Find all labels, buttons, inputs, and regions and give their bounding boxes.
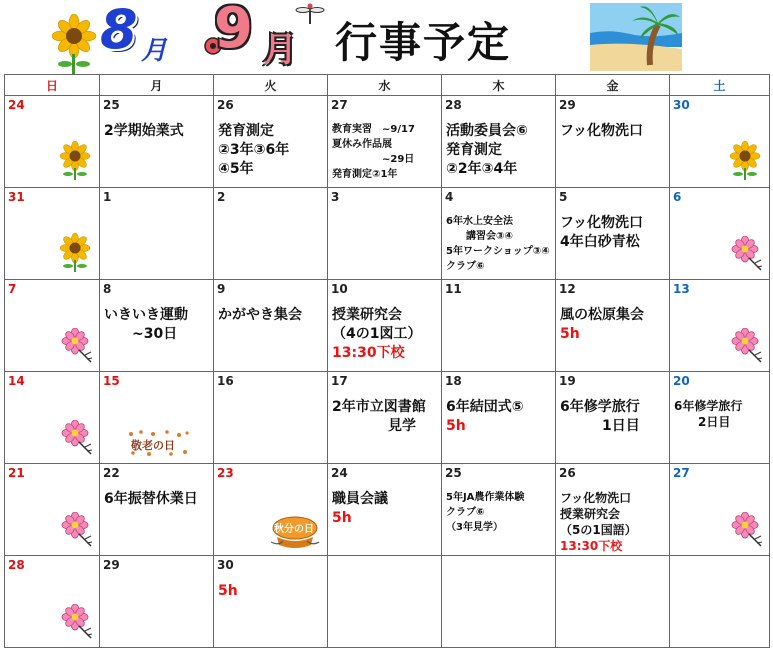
calendar-grid <box>4 74 770 648</box>
cosmos-flower-icon <box>61 512 95 552</box>
calendar-day-cell[interactable] <box>5 188 100 280</box>
day-number: 20 <box>673 374 690 388</box>
day-number: 29 <box>103 558 120 572</box>
event-line: 授業研究会 <box>560 507 621 521</box>
day-events <box>332 306 439 363</box>
equinox-day-icon <box>269 515 321 551</box>
weekday-sunday: 日 <box>5 75 100 96</box>
page-title: 行事予定 <box>335 18 512 67</box>
day-number: 24 <box>8 98 25 112</box>
calendar-day-cell[interactable] <box>670 280 770 372</box>
sunflower-icon <box>725 140 765 184</box>
day-number: 27 <box>331 98 348 112</box>
month-unit: 月 <box>263 30 297 70</box>
calendar-day-cell[interactable] <box>556 188 670 280</box>
event-line: フッ化物洗口 <box>560 123 644 139</box>
calendar-day-cell[interactable] <box>5 280 100 372</box>
event-line: 5h <box>218 583 238 599</box>
day-number: 31 <box>8 190 25 204</box>
day-number: 21 <box>8 466 25 480</box>
day-events <box>560 398 667 436</box>
calendar-day-cell[interactable] <box>214 96 328 188</box>
day-number: 7 <box>8 282 17 296</box>
event-line: 発育測定 <box>446 142 502 158</box>
calendar-header <box>0 0 773 74</box>
calendar-day-cell[interactable] <box>5 372 100 464</box>
event-line: 発育測定②1年 <box>332 169 398 180</box>
calendar-day-cell[interactable] <box>214 372 328 464</box>
calendar-week-row <box>5 556 770 648</box>
day-events <box>218 122 325 179</box>
holiday-label: 秋分の日 <box>274 524 314 535</box>
day-number: 4 <box>445 190 454 204</box>
cosmos-flower-icon <box>61 420 95 460</box>
calendar-day-cell[interactable] <box>214 280 328 372</box>
month-number: 9 <box>214 0 253 61</box>
event-line: いきいき運動 <box>104 307 188 323</box>
event-line: 教育実習 ~9/17 <box>332 124 415 135</box>
calendar-day-cell[interactable] <box>442 280 556 372</box>
event-line: 13:30下校 <box>332 345 405 361</box>
event-line: 2学期始業式 <box>104 123 184 139</box>
calendar-day-cell[interactable] <box>670 188 770 280</box>
calendar-day-cell[interactable] <box>328 280 442 372</box>
day-number: 5 <box>559 190 568 204</box>
calendar-day-cell[interactable] <box>5 464 100 556</box>
day-events <box>104 122 211 141</box>
calendar-day-cell[interactable] <box>214 556 328 648</box>
event-line: ~30日 <box>104 326 178 342</box>
day-events <box>560 490 667 554</box>
day-events <box>674 398 767 430</box>
day-number: 24 <box>331 466 348 480</box>
day-number: 26 <box>217 98 234 112</box>
day-number: 3 <box>331 190 340 204</box>
day-events <box>332 490 439 528</box>
calendar-day-cell[interactable] <box>556 556 670 648</box>
calendar-week-row <box>5 280 770 372</box>
calendar-week-row <box>5 372 770 464</box>
calendar-day-cell[interactable] <box>556 464 670 556</box>
day-number: 18 <box>445 374 462 388</box>
day-number: 28 <box>445 98 462 112</box>
event-line: フッ化物洗口 <box>560 491 632 505</box>
day-number: 8 <box>103 282 112 296</box>
calendar-day-cell[interactable] <box>214 188 328 280</box>
event-line: 13:30下校 <box>560 539 623 553</box>
event-line: 活動委員会⑥ <box>446 123 528 139</box>
day-events <box>560 122 667 141</box>
day-events <box>332 122 439 182</box>
event-line: 5年JA農作業体験 <box>446 492 525 503</box>
event-line: ②3年③6年 <box>218 142 290 158</box>
event-line: 4年白砂青松 <box>560 234 640 250</box>
calendar-day-cell[interactable] <box>328 96 442 188</box>
calendar-day-cell[interactable] <box>670 372 770 464</box>
event-line: クラブ⑥ <box>446 261 485 272</box>
day-number: 13 <box>673 282 690 296</box>
calendar-day-cell[interactable] <box>556 96 670 188</box>
day-number: 16 <box>217 374 234 388</box>
day-events <box>446 398 553 436</box>
day-events <box>446 490 553 535</box>
calendar-day-cell[interactable] <box>214 464 328 556</box>
event-line: ~29日 <box>332 154 415 165</box>
weekday-saturday: 土 <box>670 75 770 96</box>
holiday-label: 敬老の日 <box>131 439 175 452</box>
event-line: 職員会議 <box>332 491 388 507</box>
event-line: （4の1図工） <box>332 326 422 342</box>
calendar-day-cell[interactable] <box>442 556 556 648</box>
event-line: 風の松原集会 <box>560 307 644 323</box>
event-line: 2日目 <box>674 415 731 429</box>
day-number: 29 <box>559 98 576 112</box>
calendar-day-cell[interactable] <box>328 464 442 556</box>
calendar-day-cell[interactable] <box>442 372 556 464</box>
event-line: 5年ワークショップ③④ <box>446 246 550 257</box>
event-line: 6年修学旅行 <box>560 399 640 415</box>
day-events <box>218 582 325 601</box>
calendar-day-cell[interactable] <box>5 556 100 648</box>
calendar-day-cell[interactable] <box>100 96 214 188</box>
event-line: ②2年③4年 <box>446 161 518 177</box>
day-number: 2 <box>217 190 226 204</box>
day-number: 26 <box>559 466 576 480</box>
month-prev-unit: 月 <box>141 36 168 66</box>
calendar-week-row <box>5 188 770 280</box>
calendar-day-cell[interactable] <box>328 372 442 464</box>
event-line: 2年市立図書館 <box>332 399 426 415</box>
weekday-monday: 月 <box>100 75 214 96</box>
calendar-day-cell[interactable] <box>100 188 214 280</box>
calendar-day-cell[interactable] <box>100 464 214 556</box>
cosmos-flower-icon <box>731 236 765 276</box>
day-events <box>446 122 553 179</box>
day-number: 6 <box>673 190 682 204</box>
event-line: 5h <box>560 326 580 342</box>
calendar-day-cell[interactable] <box>100 280 214 372</box>
event-line: 見学 <box>332 418 416 434</box>
calendar-day-cell[interactable] <box>100 372 214 464</box>
calendar-week-row <box>5 96 770 188</box>
day-events <box>218 306 325 325</box>
weekday-wednesday: 水 <box>328 75 442 96</box>
event-line: 6年結団式⑤ <box>446 399 524 415</box>
event-line: フッ化物洗口 <box>560 215 644 231</box>
day-number: 27 <box>673 466 690 480</box>
day-number: 10 <box>331 282 348 296</box>
calendar-day-cell[interactable] <box>328 556 442 648</box>
calendar-day-cell[interactable] <box>556 372 670 464</box>
respect-aged-day-icon <box>127 429 191 457</box>
day-number: 1 <box>103 190 112 204</box>
sunflower-icon <box>55 140 95 184</box>
event-line: 6年水上安全法 <box>446 216 513 227</box>
calendar-day-cell[interactable] <box>328 188 442 280</box>
event-line: 6年修学旅行 <box>674 399 743 413</box>
day-number: 30 <box>673 98 690 112</box>
day-number: 19 <box>559 374 576 388</box>
month-prev-number: 8 <box>100 0 138 61</box>
day-number: 9 <box>217 282 226 296</box>
calendar-day-cell[interactable] <box>670 96 770 188</box>
event-line: （3年見学） <box>446 522 503 533</box>
day-number: 25 <box>445 466 462 480</box>
day-events <box>104 490 211 509</box>
event-line: ④5年 <box>218 161 254 177</box>
event-line: 1日目 <box>560 418 640 434</box>
calendar-day-cell[interactable] <box>442 464 556 556</box>
dragonfly-icon <box>295 2 325 26</box>
day-events <box>560 306 667 344</box>
event-line: 5h <box>332 510 352 526</box>
event-line: 夏休み作品展 <box>332 139 392 150</box>
calendar-day-cell[interactable] <box>442 188 556 280</box>
day-number: 17 <box>331 374 348 388</box>
weekday-tuesday: 火 <box>214 75 328 96</box>
day-number: 23 <box>217 466 234 480</box>
calendar-day-cell[interactable] <box>442 96 556 188</box>
palm-beach-icon <box>590 3 682 71</box>
day-events <box>332 398 439 436</box>
cosmos-flower-icon <box>61 328 95 368</box>
day-events <box>104 306 211 344</box>
day-events <box>446 214 553 274</box>
calendar-day-cell[interactable] <box>100 556 214 648</box>
day-number: 28 <box>8 558 25 572</box>
day-number: 22 <box>103 466 120 480</box>
calendar-day-cell[interactable] <box>670 464 770 556</box>
weekday-friday: 金 <box>556 75 670 96</box>
event-line: 発育測定 <box>218 123 274 139</box>
event-line: （5の1国語） <box>560 523 637 537</box>
cosmos-flower-icon <box>731 512 765 552</box>
calendar-day-cell[interactable] <box>5 96 100 188</box>
cosmos-flower-icon <box>731 328 765 368</box>
weekday-header-row <box>5 75 770 96</box>
day-number: 11 <box>445 282 462 296</box>
calendar-day-cell[interactable] <box>670 556 770 648</box>
calendar-day-cell[interactable] <box>556 280 670 372</box>
sunflower-icon <box>52 14 100 74</box>
event-line: かがやき集会 <box>218 307 302 323</box>
event-line: 講習会③④ <box>446 231 513 242</box>
day-number: 12 <box>559 282 576 296</box>
event-line: クラブ⑥ <box>446 507 485 518</box>
day-number: 25 <box>103 98 120 112</box>
calendar-week-row <box>5 464 770 556</box>
event-line: 5h <box>446 418 466 434</box>
sunflower-icon <box>55 232 95 276</box>
event-line: 授業研究会 <box>332 307 402 323</box>
day-events <box>560 214 667 252</box>
weekday-thursday: 木 <box>442 75 556 96</box>
cosmos-flower-icon <box>61 604 95 644</box>
day-number: 14 <box>8 374 25 388</box>
event-line: 6年振替休業日 <box>104 491 198 507</box>
day-number: 30 <box>217 558 234 572</box>
day-number: 15 <box>103 374 120 388</box>
